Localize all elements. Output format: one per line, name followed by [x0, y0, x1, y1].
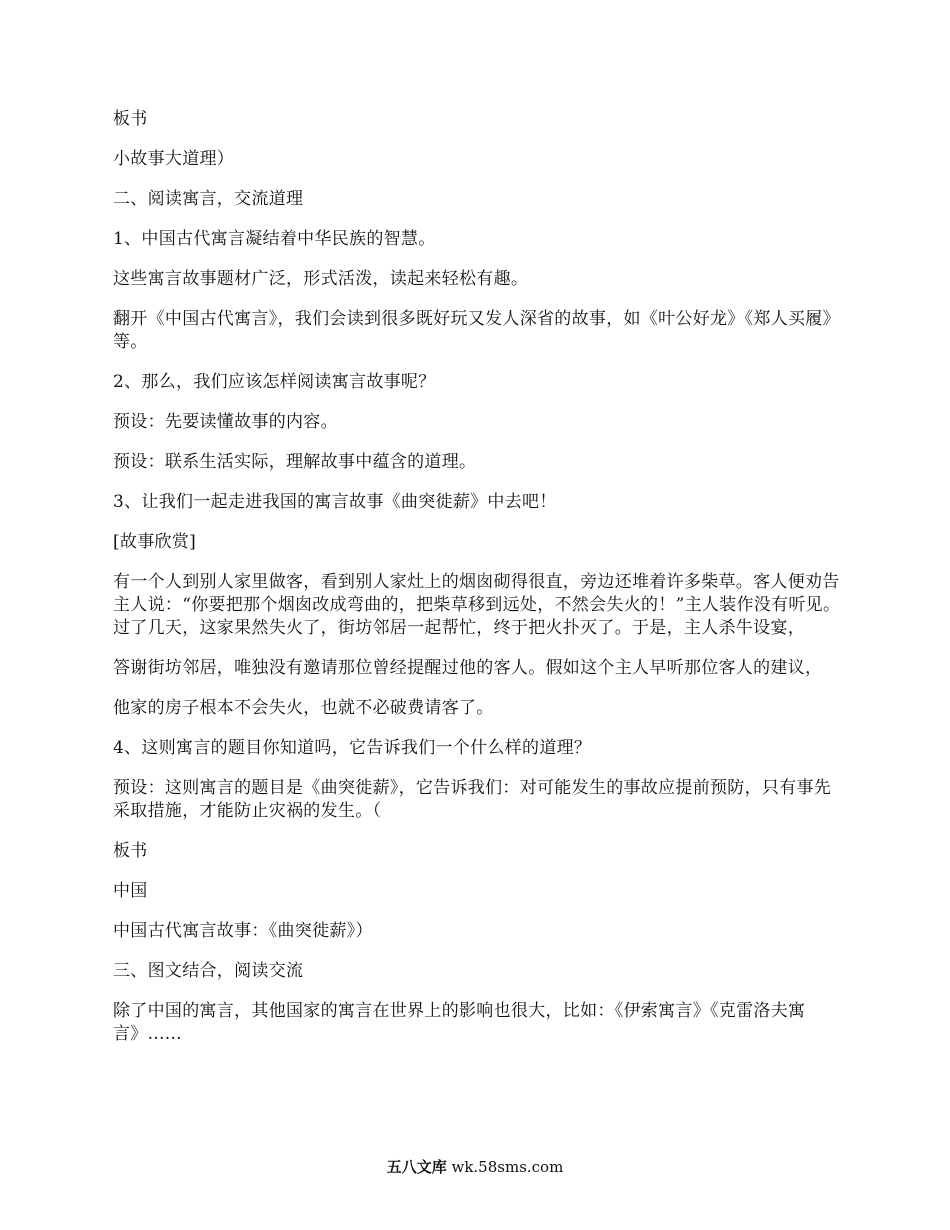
paragraph: 中国古代寓言故事：《曲突徙薪》） [113, 921, 373, 941]
document-body [113, 108, 843, 1063]
paragraph: 板书 [113, 841, 148, 861]
paragraph: 预设：这则寓言的题目是《曲突徙薪》，它告诉我们：对可能发生的事故应提前预防，只有事先采取措施，才能防止灾祸的发生。（ [113, 778, 832, 821]
paragraph: 预设：先要读懂故事的内容。 [113, 412, 338, 432]
paragraph: 这些寓言故事题材广泛，形式活泼，读起来轻松有趣。 [113, 269, 529, 289]
story-paragraph: 他家的房子根本不会失火，也就不必破费请客了。 [113, 698, 494, 718]
story-paragraph: 有一个人到别人家里做客，看到别人家灶上的烟囱砌得很直，旁边还堆着许多柴草。客人便劝告主人说：“你要把那个烟囱改成弯曲的，把柴草移到远处，不然会失火的！”主人装作没有听见。过了几天，这家果然失火了，街坊邻居一起帮忙，终于把火扑灭了。于是，主人杀牛设宴， [113, 572, 841, 638]
page-footer [0, 1156, 950, 1177]
paragraph: 板书 [113, 109, 148, 129]
paragraph: 除了中国的寓言，其他国家的寓言在世界上的影响也很大，比如：《伊索寓言》《克雷洛夫寓言》...... [113, 1001, 806, 1044]
paragraph: 1、中国古代寓言凝结着中华民族的智慧。 [113, 229, 436, 249]
footer-site: wk.58sms.com [451, 1158, 564, 1176]
paragraph: 4、这则寓言的题目你知道吗，它告诉我们一个什么样的道理？ [113, 738, 592, 758]
paragraph: 翻开《中国古代寓言》，我们会读到很多既好玩又发人深省的故事，如《叶公好龙》《郑人买履》等。 [113, 309, 840, 352]
paragraph: 小故事大道理） [113, 149, 235, 169]
section-heading: 三、图文结合，阅读交流 [113, 961, 304, 981]
paragraph: [故事欣赏] [113, 532, 197, 552]
paragraph: 2、那么，我们应该怎样阅读寓言故事呢？ [113, 372, 436, 392]
footer-brand: 五八文库 [386, 1158, 447, 1176]
paragraph: 3、让我们一起走进我国的寓言故事《曲突徙薪》中去吧！ [113, 492, 557, 512]
paragraph: 中国 [113, 881, 148, 901]
section-heading: 二、阅读寓言，交流道理 [113, 189, 304, 209]
story-paragraph: 答谢街坊邻居，唯独没有邀请那位曾经提醒过他的客人。假如这个主人早听那位客人的建议， [113, 658, 823, 678]
paragraph: 预设：联系生活实际，理解故事中蕴含的道理。 [113, 452, 477, 472]
